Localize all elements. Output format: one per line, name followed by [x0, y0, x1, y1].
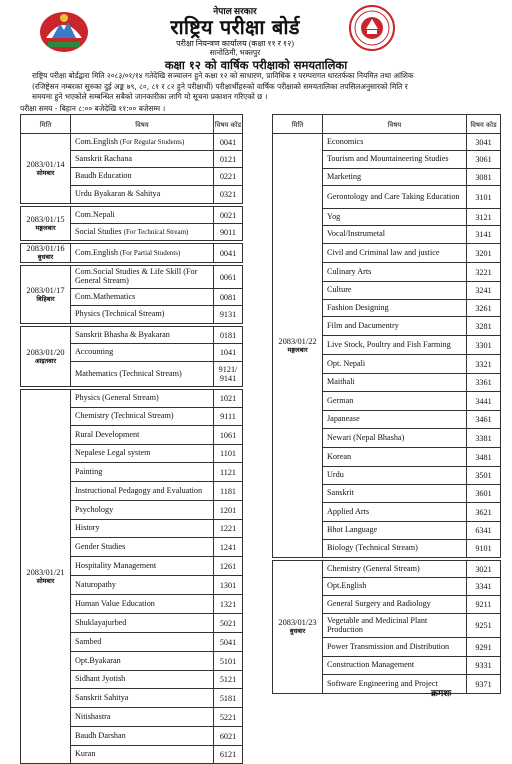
exam-date: 2083/01/17: [26, 285, 65, 295]
subject-name: Naturopathy: [75, 579, 116, 589]
subject-name: Urdu Byakaran & Sahitya: [75, 189, 161, 199]
subject-code: 9011: [214, 224, 243, 241]
subject-cell: [323, 429, 467, 448]
subject-name: Com.Mathematics: [75, 291, 136, 301]
subject-name: Mathematics (Technical Stream): [75, 368, 182, 378]
subject-code: 3481: [467, 448, 501, 467]
subject-cell: [71, 595, 214, 614]
subject-code: 3141: [467, 226, 501, 244]
subject-cell: [71, 362, 214, 387]
subject-name: Physics (General Stream): [75, 393, 159, 403]
subject-cell: [323, 540, 467, 558]
subject-code: 3621: [467, 503, 501, 522]
subject-code: 5121: [214, 671, 243, 689]
subject-cell: [323, 169, 467, 186]
subject-name: Gender Studies: [75, 541, 126, 551]
subject-cell: [71, 671, 214, 689]
subject-name: Biology (Technical Stream): [327, 543, 418, 553]
exam-weekday: बुधबार: [37, 253, 54, 261]
exam-date-cell: [21, 266, 71, 324]
exam-date: 2083/01/22: [278, 336, 317, 346]
subject-name: Chemistry (General Stream): [327, 563, 420, 573]
subject-code: 5181: [214, 689, 243, 708]
subject-code: 0061: [214, 266, 243, 289]
office-name: परीक्षा नियन्त्रण कार्यालय (कक्षा ११ र १२): [176, 39, 294, 48]
exam-date-cell: [21, 207, 71, 241]
subject-name: Chemistry (Technical Stream): [75, 411, 174, 421]
subject-name: Instructional Pedagogy and Evaluation: [75, 485, 203, 495]
subject-code: 3301: [467, 336, 501, 355]
subject-code: 3121: [467, 209, 501, 226]
subject-name: Social Studies: [75, 226, 122, 236]
subject-code: 9291: [467, 638, 501, 657]
subject-code: 1301: [214, 576, 243, 595]
nepal-emblem-icon: [38, 8, 90, 54]
subject-code: 3241: [467, 282, 501, 300]
subject-cell: [71, 306, 214, 324]
exam-date-cell: [21, 244, 71, 263]
subject-name: Newari (Nepal Bhasha): [327, 432, 405, 442]
subject-code: 0081: [214, 289, 243, 306]
subject-cell: [71, 689, 214, 708]
subject-name: Sanskrit Bhasha & Byakaran: [75, 329, 170, 339]
subject-name: Sidhant Jyotish: [75, 674, 126, 684]
subject-note: (For Technical Stream): [123, 227, 189, 236]
subject-code: 3601: [467, 485, 501, 503]
subject-name: Economics: [327, 136, 364, 146]
subject-name: Rural Development: [75, 429, 140, 439]
subject-cell: [71, 186, 214, 204]
subject-cell: [323, 448, 467, 467]
subject-cell: [71, 390, 214, 408]
office-address: सानोठिमी, भक्तपुर: [209, 48, 261, 57]
date-header: मिति: [21, 115, 71, 134]
subject-code: 9331: [467, 657, 501, 675]
subject-code: 6021: [214, 727, 243, 746]
subject-name: Painting: [75, 466, 103, 476]
subject-cell: [323, 317, 467, 336]
exam-date: 2083/01/20: [26, 347, 65, 357]
subject-name: Opt.Byakaran: [75, 655, 121, 665]
subject-cell: [71, 463, 214, 482]
subject-header: विषय: [71, 115, 214, 134]
subject-name: Vocal/Instrumetal: [327, 229, 386, 239]
subject-code: 5101: [214, 652, 243, 671]
subject-name: Opt. Nepali: [327, 358, 366, 368]
subject-code: 0121: [214, 151, 243, 168]
subject-code: 3321: [467, 355, 501, 374]
subject-code: 9251: [467, 614, 501, 638]
subject-cell: [323, 522, 467, 540]
subject-name: Yog: [327, 211, 341, 221]
subject-code: 0181: [214, 327, 243, 344]
subject-name: Culinary Arts: [327, 266, 372, 276]
subject-code: 3441: [467, 392, 501, 411]
table-row: [21, 244, 243, 263]
subject-code: 3341: [467, 578, 501, 596]
subject-name: Human Value Education: [75, 598, 155, 608]
subject-code: 3361: [467, 374, 501, 392]
subject-code: 0041: [214, 244, 243, 263]
subject-code: 9101: [467, 540, 501, 558]
subject-name: Culture: [327, 285, 352, 295]
subject-code: 3381: [467, 429, 501, 448]
subject-code: 5221: [214, 708, 243, 727]
exam-date: 2083/01/14: [26, 159, 65, 169]
table-row: [273, 561, 501, 578]
exam-weekday: सोमबार: [36, 576, 55, 585]
subject-code: 3261: [467, 300, 501, 317]
exam-weekday: बिहिबार: [36, 294, 55, 303]
exam-weekday: मङ्गलबार: [35, 223, 56, 232]
subject-cell: [323, 134, 467, 151]
subject-code: 6341: [467, 522, 501, 540]
subject-code: 1121: [214, 463, 243, 482]
subject-cell: [323, 411, 467, 429]
subject-cell: [323, 485, 467, 503]
subject-cell: [71, 633, 214, 652]
notice-paragraph: [32, 71, 484, 103]
exam-date-cell: [21, 134, 71, 204]
subject-code: 1021: [214, 390, 243, 408]
subject-cell: [323, 638, 467, 657]
subject-code: 3061: [467, 151, 501, 169]
subject-name: Accounting: [75, 347, 114, 357]
subject-code: 9111: [214, 408, 243, 426]
subject-name: Film and Dacumentry: [327, 320, 399, 330]
subject-name: Maithali: [327, 377, 355, 387]
table-row: [21, 207, 243, 224]
subject-name: Physics (Technical Stream): [75, 309, 165, 319]
code-header: विषय कोड: [214, 115, 243, 134]
continued-label: क्रमशः: [431, 689, 452, 699]
subject-name: Sanskrit Rachana: [75, 153, 133, 163]
subject-cell: [71, 538, 214, 557]
subject-cell: [323, 578, 467, 596]
subject-name: Fashion Designing: [327, 302, 389, 312]
subject-code: 0221: [214, 168, 243, 186]
subject-cell: [323, 186, 467, 209]
subject-code: 1061: [214, 426, 243, 445]
subject-cell: [323, 336, 467, 355]
subject-cell: [323, 561, 467, 578]
subject-cell: [323, 614, 467, 638]
subject-name: Kuran: [75, 749, 96, 759]
schedule-table-right: [272, 114, 501, 694]
page-title: कक्षा १२ को वार्षिक परीक्षाको समयतालिका: [164, 58, 348, 72]
subject-name: Software Engineering and Project: [327, 678, 438, 688]
table-row: [21, 390, 243, 408]
subject-cell: [323, 596, 467, 614]
subject-code: 1181: [214, 482, 243, 501]
subject-cell: [323, 355, 467, 374]
subject-cell: [71, 652, 214, 671]
table-row: [21, 266, 243, 289]
subject-name: Applied Arts: [327, 506, 370, 516]
subject-cell: [71, 344, 214, 362]
subject-name: Power Transmission and Distribution: [327, 641, 450, 651]
subject-code: 3101: [467, 186, 501, 209]
subject-code: 5041: [214, 633, 243, 652]
subject-name: Opt.English: [327, 581, 367, 591]
subject-cell: [323, 657, 467, 675]
subject-name: Nepalese Legal system: [75, 448, 151, 458]
subject-cell: [71, 151, 214, 168]
subject-code: 9131: [214, 306, 243, 324]
subject-cell: [71, 426, 214, 445]
subject-name: Sanskrit: [327, 488, 354, 498]
subject-cell: [71, 708, 214, 727]
subject-name: General Surgery and Radiology: [327, 599, 431, 609]
subject-cell: [323, 244, 467, 263]
subject-cell: [71, 207, 214, 224]
subject-code: 9121/ 9141: [214, 362, 243, 387]
subject-code: 5021: [214, 614, 243, 633]
government-name: नेपाल सरकार: [213, 6, 257, 16]
exam-weekday: बुधबार: [289, 627, 306, 635]
subject-cell: [323, 282, 467, 300]
subject-code: 1241: [214, 538, 243, 557]
exam-date: 2083/01/23: [278, 618, 317, 627]
subject-cell: [71, 224, 214, 241]
subject-name: Urdu: [327, 470, 344, 480]
subject-cell: [71, 576, 214, 595]
table-row: [21, 134, 243, 151]
exam-date: 2083/01/16: [26, 244, 65, 253]
subject-cell: [323, 374, 467, 392]
subject-name: Nitishastra: [75, 711, 111, 721]
subject-cell: [71, 557, 214, 576]
subject-name: Vegetable and Medicinal Plant Production: [327, 615, 428, 634]
exam-date-cell: [273, 561, 323, 694]
subject-code: 3201: [467, 244, 501, 263]
subject-code: 9211: [467, 596, 501, 614]
subject-name: German: [327, 395, 354, 405]
subject-name: Com.Social Studies & Life Skill (For General Stream): [75, 267, 198, 285]
exam-date-cell: [21, 390, 71, 764]
notice-line: समयमा हुने भएकोले सम्बन्धित सबैको जानकारीका लागि यो सूचना प्रकाशन गरिएको छ ।: [32, 92, 268, 101]
schedule-table-left: [20, 114, 243, 764]
subject-name: Civil and Criminal law and justice: [327, 247, 440, 257]
subject-cell: [71, 746, 214, 764]
board-seal-icon: [349, 5, 395, 51]
subject-name: History: [75, 523, 100, 533]
subject-code: 3021: [467, 561, 501, 578]
subject-cell: [71, 289, 214, 306]
subject-name: Psychology: [75, 504, 114, 514]
subject-name: Construction Management: [327, 660, 415, 670]
subject-code: 3501: [467, 467, 501, 485]
subject-code: 0321: [214, 186, 243, 204]
subject-name: Sambed: [75, 636, 102, 646]
subject-code: 1221: [214, 520, 243, 538]
subject-code: 1321: [214, 595, 243, 614]
subject-code: 1041: [214, 344, 243, 362]
subject-name: Tourism and Mountaineering Studies: [327, 154, 449, 164]
subject-cell: [323, 209, 467, 226]
code-header: विषय कोड: [467, 115, 501, 134]
subject-name: Sanskrit Sahitya: [75, 692, 129, 702]
subject-code: 3081: [467, 169, 501, 186]
subject-name: Hospitality Management: [75, 560, 157, 570]
subject-code: 3221: [467, 263, 501, 282]
exam-weekday: आइतबार: [34, 356, 57, 365]
subject-name: Com.English: [75, 247, 118, 257]
subject-cell: [323, 226, 467, 244]
exam-weekday: मङ्गलबार: [287, 345, 308, 354]
subject-code: 0021: [214, 207, 243, 224]
subject-cell: [71, 445, 214, 463]
subject-cell: [323, 300, 467, 317]
subject-cell: [323, 392, 467, 411]
exam-time: परीक्षा समय - बिहान ८:०० बजेदेखि ११:०० बजेसम्म ।: [20, 104, 166, 113]
subject-name: Bhot Language: [327, 525, 378, 535]
table-row: [273, 134, 501, 151]
subject-name: Gerontology and Care Taking Education: [327, 191, 460, 201]
subject-cell: [71, 727, 214, 746]
board-name: राष्ट्रिय परीक्षा बोर्ड: [170, 15, 300, 39]
subject-name: Com.English: [75, 136, 118, 146]
subject-cell: [71, 614, 214, 633]
subject-cell: [323, 503, 467, 522]
subject-name: Baudh Education: [75, 171, 132, 181]
subject-name: Shuklayajurbed: [75, 617, 127, 627]
subject-code: 3281: [467, 317, 501, 336]
exam-weekday: सोमबार: [36, 168, 55, 177]
subject-cell: [71, 408, 214, 426]
subject-code: 1261: [214, 557, 243, 576]
subject-code: 9371: [467, 675, 501, 694]
subject-cell: [71, 520, 214, 538]
subject-cell: [71, 266, 214, 289]
subject-code: 3461: [467, 411, 501, 429]
subject-cell: [71, 244, 214, 263]
subject-name: Live Stock, Poultry and Fish Farming: [327, 339, 451, 349]
subject-code: 1201: [214, 501, 243, 520]
subject-code: 1101: [214, 445, 243, 463]
notice-line: राष्ट्रिय परीक्षा बोर्डद्वारा मिति २०८३/०१/१४ गतेदेखि सञ्चालन हुने कक्षा १२ को साधारण, प्राविधिक र परम्परागत धारतर्फका नियमित तथा आंशिक: [32, 71, 414, 80]
subject-name: Japanease: [327, 414, 360, 424]
table-row: [21, 327, 243, 344]
subject-header: विषय: [323, 115, 467, 134]
exam-date: 2083/01/15: [26, 214, 65, 224]
subject-cell: [71, 327, 214, 344]
subject-code: 3041: [467, 134, 501, 151]
subject-cell: [323, 263, 467, 282]
subject-note: (For Partial Students): [120, 248, 181, 257]
subject-cell: [71, 134, 214, 151]
subject-cell: [71, 482, 214, 501]
subject-note: (For Regular Students): [120, 137, 185, 146]
exam-date: 2083/01/21: [26, 567, 65, 577]
exam-date-cell: [273, 134, 323, 558]
subject-name: Korean: [327, 451, 352, 461]
notice-line: (रजिष्ट्रेसन नम्बरका सुरुका दुई अङ्क ७९, ८०, ८१ र ८२ हुने परीक्षार्थी) परीक्षार्थीहरुको वार्षिक परीक्षाको समयतालिका तपसिलअनुसारको मिति र: [32, 81, 408, 91]
subject-cell: [71, 168, 214, 186]
subject-cell: [323, 151, 467, 169]
exam-date-cell: [21, 327, 71, 387]
date-header: मिति: [273, 115, 323, 134]
subject-name: Baudh Darshan: [75, 730, 126, 740]
subject-code: 6121: [214, 746, 243, 764]
subject-cell: [71, 501, 214, 520]
subject-name: Com.Nepali: [75, 209, 115, 219]
subject-cell: [323, 467, 467, 485]
subject-code: 0041: [214, 134, 243, 151]
subject-name: Marketing: [327, 171, 362, 181]
